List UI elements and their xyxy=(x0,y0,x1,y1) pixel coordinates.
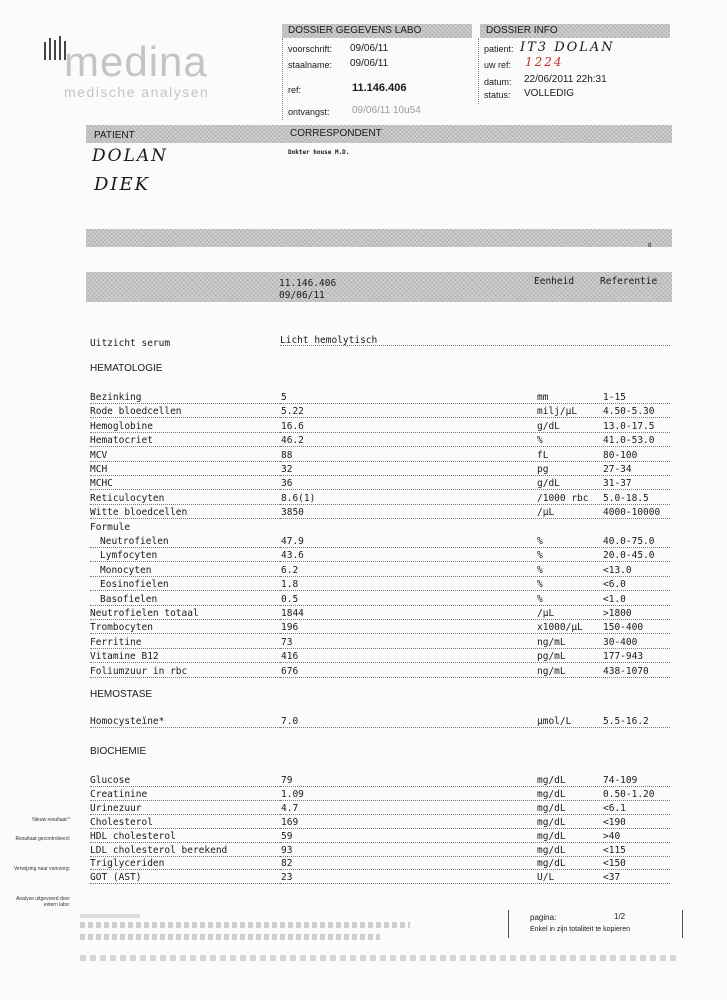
row-name: HDL cholesterol xyxy=(90,830,176,842)
row-unit: pg/mL xyxy=(537,651,566,663)
row-unit: µmol/L xyxy=(537,716,572,727)
row-dots-right xyxy=(280,648,670,649)
table-row xyxy=(0,666,727,679)
row-unit: mg/dL xyxy=(537,788,566,800)
results-ref: 11.146.406 xyxy=(279,278,337,289)
patient-label-header: PATIENT xyxy=(94,130,135,141)
row-value: 1.09 xyxy=(281,788,304,800)
staalname-label: staalname: xyxy=(288,60,333,70)
row-dots-right xyxy=(280,432,670,433)
row-ref: 177-943 xyxy=(603,651,644,663)
row-unit: mm xyxy=(537,392,549,403)
row-ref: 1-15 xyxy=(603,392,626,403)
row-dots-right xyxy=(280,828,670,829)
row-dots-right xyxy=(280,518,670,519)
row-unit: mg/dL xyxy=(537,775,566,786)
table-row xyxy=(0,845,727,858)
ref-label: ref: xyxy=(288,85,302,95)
row-unit: mg/dL xyxy=(537,816,566,828)
row-name: Eosinofielen xyxy=(100,579,169,591)
table-row xyxy=(0,831,727,844)
row-ref: 150-400 xyxy=(603,622,644,634)
table-row xyxy=(0,817,727,830)
results-date: 09/06/11 xyxy=(279,290,325,301)
row-dots-left xyxy=(90,446,280,447)
row-name: Witte bloedcellen xyxy=(90,507,188,519)
table-row xyxy=(0,550,727,563)
side-note-verwijzing: Verwijzing naar voorzorg: xyxy=(13,866,70,872)
row-dots-right xyxy=(280,786,670,787)
table-row xyxy=(0,775,727,788)
row-dots-left xyxy=(90,842,280,843)
section-hemostase: HEMOSTASE xyxy=(90,689,153,700)
row-dots-left xyxy=(90,633,280,634)
row-dots-right xyxy=(280,677,670,678)
row-dots-left xyxy=(90,403,280,404)
row-ref: <6.1 xyxy=(603,802,626,814)
row-value: 5.22 xyxy=(281,406,304,418)
row-dots-left xyxy=(90,727,280,728)
row-dots-left xyxy=(90,786,280,787)
row-value: 1.8 xyxy=(281,579,299,591)
row-dots-right xyxy=(280,605,670,606)
row-value: 36 xyxy=(281,478,293,490)
row-unit: % xyxy=(537,564,543,576)
row-name: Basofielen xyxy=(100,593,158,605)
row-ref: 5.0-18.5 xyxy=(603,492,649,504)
row-unit: pg xyxy=(537,464,549,475)
patient-name-line2: DIEK xyxy=(94,174,151,195)
row-unit: /µL xyxy=(537,608,555,619)
row-unit: /µL xyxy=(537,507,555,519)
table-row xyxy=(0,716,727,729)
correspondent-label: CORRESPONDENT xyxy=(290,128,382,139)
row-dots-right xyxy=(280,727,670,728)
row-unit: % xyxy=(537,536,543,547)
row-name: Foliumzuur in rbc xyxy=(90,665,188,677)
row-dots-left xyxy=(90,590,280,591)
row-dots-right xyxy=(280,814,670,815)
row-value: 88 xyxy=(281,449,293,461)
row-name: LDL cholesterol berekend xyxy=(90,844,228,856)
row-unit: g/dL xyxy=(537,420,560,432)
footer-divider xyxy=(508,910,509,938)
row-name: MCV xyxy=(90,449,108,461)
row-dots-right xyxy=(280,561,670,562)
table-row xyxy=(0,421,727,434)
row-name: MCH xyxy=(90,464,108,475)
footer-divider-right xyxy=(682,910,683,938)
row-dots-left xyxy=(90,461,280,462)
datum-label: datum: xyxy=(484,77,512,87)
row-name: Trombocyten xyxy=(90,622,153,634)
table-row xyxy=(0,522,727,535)
row-dots-left xyxy=(90,662,280,663)
uwref-value: 1224 xyxy=(525,55,564,69)
side-note-gecontroleerd: Resultaat gecontroleerd: xyxy=(15,836,70,842)
table-row xyxy=(0,789,727,802)
footer-page-label: pagina: xyxy=(530,913,557,922)
table-row xyxy=(0,803,727,816)
table-row xyxy=(0,608,727,621)
correspondent-value: Dokter house M.D. xyxy=(288,149,350,156)
row-value: 82 xyxy=(281,858,293,870)
table-row xyxy=(0,536,727,549)
row-dots-left xyxy=(90,814,280,815)
side-note-nieuw: Nieuw resultaat:* xyxy=(32,817,70,823)
row-dots-left xyxy=(90,677,280,678)
staalname-value: 09/06/11 xyxy=(350,58,389,69)
ref-value: 11.146.406 xyxy=(352,82,407,94)
row-ref: 4000-10000 xyxy=(603,507,661,519)
row-dots-left xyxy=(90,561,280,562)
row-value: 3850 xyxy=(281,507,304,519)
row-unit: ng/mL xyxy=(537,665,566,677)
row-value: 5 xyxy=(281,392,287,403)
row-ref: 20.0-45.0 xyxy=(603,550,655,562)
row-unit: x1000/µL xyxy=(537,622,583,634)
row-dots-left xyxy=(90,605,280,606)
table-row xyxy=(0,579,727,592)
row-unit: ng/mL xyxy=(537,636,566,648)
page-mark: 8 xyxy=(648,243,652,249)
row-dots-left xyxy=(90,489,280,490)
row-dots-right xyxy=(280,446,670,447)
row-unit: U/L xyxy=(537,872,555,884)
row-name: Urinezuur xyxy=(90,802,142,814)
table-row xyxy=(0,622,727,635)
row-value: 59 xyxy=(281,830,293,842)
row-dots-right xyxy=(280,633,670,634)
row-name: Monocyten xyxy=(100,564,152,576)
row-unit: fL xyxy=(537,449,549,461)
row-value: 4.7 xyxy=(281,802,299,814)
row-name: Formule xyxy=(90,521,131,533)
row-unit: % xyxy=(537,435,543,447)
row-dots-left xyxy=(90,869,280,870)
row-dots-right xyxy=(280,619,670,620)
row-name: GOT (AST) xyxy=(90,872,142,884)
ontvangst-label: ontvangst: xyxy=(288,107,330,117)
row-dots-right xyxy=(280,504,670,505)
row-value: 47.9 xyxy=(281,536,304,547)
section-biochemie: BIOCHEMIE xyxy=(90,746,147,757)
table-row xyxy=(0,637,727,650)
row-dots-left xyxy=(90,576,280,577)
row-ref: 74-109 xyxy=(603,775,638,786)
row-unit: % xyxy=(537,593,543,605)
brand-subtitle: medische analysen xyxy=(64,84,210,100)
row-ref: 27-34 xyxy=(603,464,632,475)
row-ref: 4.50-5.30 xyxy=(603,406,655,418)
side-note-extern: Analyse uitgevoerd door extern labo: xyxy=(16,896,70,908)
uitzicht-dots xyxy=(280,345,670,346)
row-dots-right xyxy=(280,800,670,801)
table-row xyxy=(0,565,727,578)
row-unit: milj/µL xyxy=(537,406,578,418)
row-ref: 438-1070 xyxy=(603,665,649,677)
row-dots-right xyxy=(280,475,670,476)
row-dots-left xyxy=(90,648,280,649)
row-dots-left xyxy=(90,475,280,476)
row-unit: % xyxy=(537,579,543,591)
row-dots-left xyxy=(90,432,280,433)
datum-value: 22/06/2011 22h:31 xyxy=(524,74,607,85)
row-dots-right xyxy=(280,869,670,870)
row-ref: 40.0-75.0 xyxy=(603,536,655,547)
row-name: Ferritine xyxy=(90,636,142,648)
row-dots-left xyxy=(90,856,280,857)
row-dots-right xyxy=(280,461,670,462)
patient-value: IT3 DOLAN xyxy=(520,40,615,55)
row-dots-left xyxy=(90,417,280,418)
table-row xyxy=(0,493,727,506)
row-dots-right xyxy=(280,489,670,490)
row-name: Triglyceriden xyxy=(90,858,165,870)
table-row xyxy=(0,594,727,607)
row-value: 23 xyxy=(281,872,293,884)
status-label: status: xyxy=(484,90,511,100)
row-value: 8.6(1) xyxy=(281,492,316,504)
row-name: Hemoglobine xyxy=(90,420,153,432)
table-row xyxy=(0,392,727,405)
row-name: Rode bloedcellen xyxy=(90,406,182,418)
info-title: DOSSIER INFO xyxy=(486,25,558,36)
row-value: 7.0 xyxy=(281,716,299,727)
footer-faint-address xyxy=(80,912,500,960)
row-value: 196 xyxy=(281,622,299,634)
uitzicht-label: Uitzicht serum xyxy=(90,338,171,349)
row-unit: % xyxy=(537,550,543,562)
row-dots-left xyxy=(90,504,280,505)
footer-contact-line xyxy=(80,955,680,961)
row-value: 416 xyxy=(281,651,299,663)
voorschrift-value: 09/06/11 xyxy=(350,43,389,54)
table-row xyxy=(0,651,727,664)
table-row xyxy=(0,464,727,477)
row-ref: <1.0 xyxy=(603,593,626,605)
row-ref: <6.0 xyxy=(603,579,626,591)
row-name: Hematocriet xyxy=(90,435,153,447)
row-dots-left xyxy=(90,518,280,519)
table-row xyxy=(0,435,727,448)
row-dots-right xyxy=(280,403,670,404)
row-unit: mg/dL xyxy=(537,858,566,870)
row-unit: mg/dL xyxy=(537,830,566,842)
row-dots-right xyxy=(280,662,670,663)
row-dots-right xyxy=(280,883,670,884)
row-name: Neutrofielen totaal xyxy=(90,608,199,619)
row-value: 32 xyxy=(281,464,293,475)
row-value: 73 xyxy=(281,636,293,648)
row-name: Reticulocyten xyxy=(90,492,165,504)
section-hematologie: HEMATOLOGIE xyxy=(90,363,163,374)
row-dots-right xyxy=(280,417,670,418)
row-name: Bezinking xyxy=(90,392,142,403)
voorschrift-label: voorschrift: xyxy=(288,44,333,54)
row-ref: <37 xyxy=(603,872,621,884)
results-header-bar xyxy=(86,272,672,302)
status-value: VOLLEDIG xyxy=(524,88,575,99)
row-ref: 5.5-16.2 xyxy=(603,716,649,727)
patient-name-line1: DOLAN xyxy=(92,146,169,166)
row-dots-left xyxy=(90,800,280,801)
row-name: Neutrofielen xyxy=(100,536,169,547)
uwref-label: uw ref: xyxy=(484,60,512,70)
row-value: 6.2 xyxy=(281,564,299,576)
row-ref: <13.0 xyxy=(603,564,632,576)
row-dots-left xyxy=(90,828,280,829)
row-dots-left xyxy=(90,547,280,548)
brand-name: medina xyxy=(64,38,208,85)
row-value: 43.6 xyxy=(281,550,304,562)
row-name: Homocysteïne* xyxy=(90,716,165,727)
row-ref: <150 xyxy=(603,858,626,870)
row-ref: <190 xyxy=(603,816,626,828)
eenheid-header: Eenheid xyxy=(534,276,575,287)
table-row xyxy=(0,872,727,885)
logo xyxy=(38,28,238,108)
row-value: 676 xyxy=(281,665,299,677)
row-ref: 13.0-17.5 xyxy=(603,420,655,432)
row-value: 93 xyxy=(281,844,293,856)
row-value: 16.6 xyxy=(281,420,304,432)
row-name: Lymfocyten xyxy=(100,550,158,562)
referentie-header: Referentie xyxy=(600,276,658,287)
row-ref: 31-37 xyxy=(603,478,632,490)
row-dots-right xyxy=(280,842,670,843)
row-unit: /1000 rbc xyxy=(537,492,589,504)
row-dots-right xyxy=(280,576,670,577)
row-dots-right xyxy=(280,547,670,548)
row-name: Vitamine B12 xyxy=(90,651,159,663)
row-name: Cholesterol xyxy=(90,816,153,828)
row-ref: <115 xyxy=(603,844,626,856)
table-row xyxy=(0,478,727,491)
info-box-border xyxy=(478,38,479,104)
row-name: MCHC xyxy=(90,478,113,490)
row-dots-right xyxy=(280,856,670,857)
row-unit: mg/dL xyxy=(537,802,566,814)
row-unit: mg/dL xyxy=(537,844,566,856)
table-row xyxy=(0,406,727,419)
row-ref: 0.50-1.20 xyxy=(603,788,655,800)
patient-label: patient: xyxy=(484,44,514,54)
footer-copy-note: Enkel in zijn totaliteit te kopieren xyxy=(530,926,630,933)
table-row xyxy=(0,450,727,463)
separator-bar xyxy=(86,229,672,247)
row-dots-left xyxy=(90,619,280,620)
row-unit: g/dL xyxy=(537,478,560,490)
row-ref: 30-400 xyxy=(603,636,638,648)
table-row xyxy=(0,858,727,871)
row-name: Glucose xyxy=(90,775,131,786)
row-dots-left xyxy=(90,883,280,884)
row-value: 169 xyxy=(281,816,299,828)
footer-page-value: 1/2 xyxy=(614,912,626,921)
row-ref: 80-100 xyxy=(603,449,638,461)
ontvangst-value: 09/06/11 10u54 xyxy=(352,105,421,116)
row-ref: >1800 xyxy=(603,608,632,619)
labo-box-border xyxy=(282,38,283,120)
row-value: 0.5 xyxy=(281,593,299,605)
row-value: 46.2 xyxy=(281,435,304,447)
row-value: 1844 xyxy=(281,608,304,619)
table-row xyxy=(0,507,727,520)
row-dots-right xyxy=(280,590,670,591)
uitzicht-value: Licht hemolytisch xyxy=(280,335,378,346)
row-name: Creatinine xyxy=(90,788,148,800)
row-ref: 41.0-53.0 xyxy=(603,435,655,447)
labo-title: DOSSIER GEGEVENS LABO xyxy=(288,25,422,36)
row-ref: >40 xyxy=(603,830,621,842)
row-value: 79 xyxy=(281,775,293,786)
